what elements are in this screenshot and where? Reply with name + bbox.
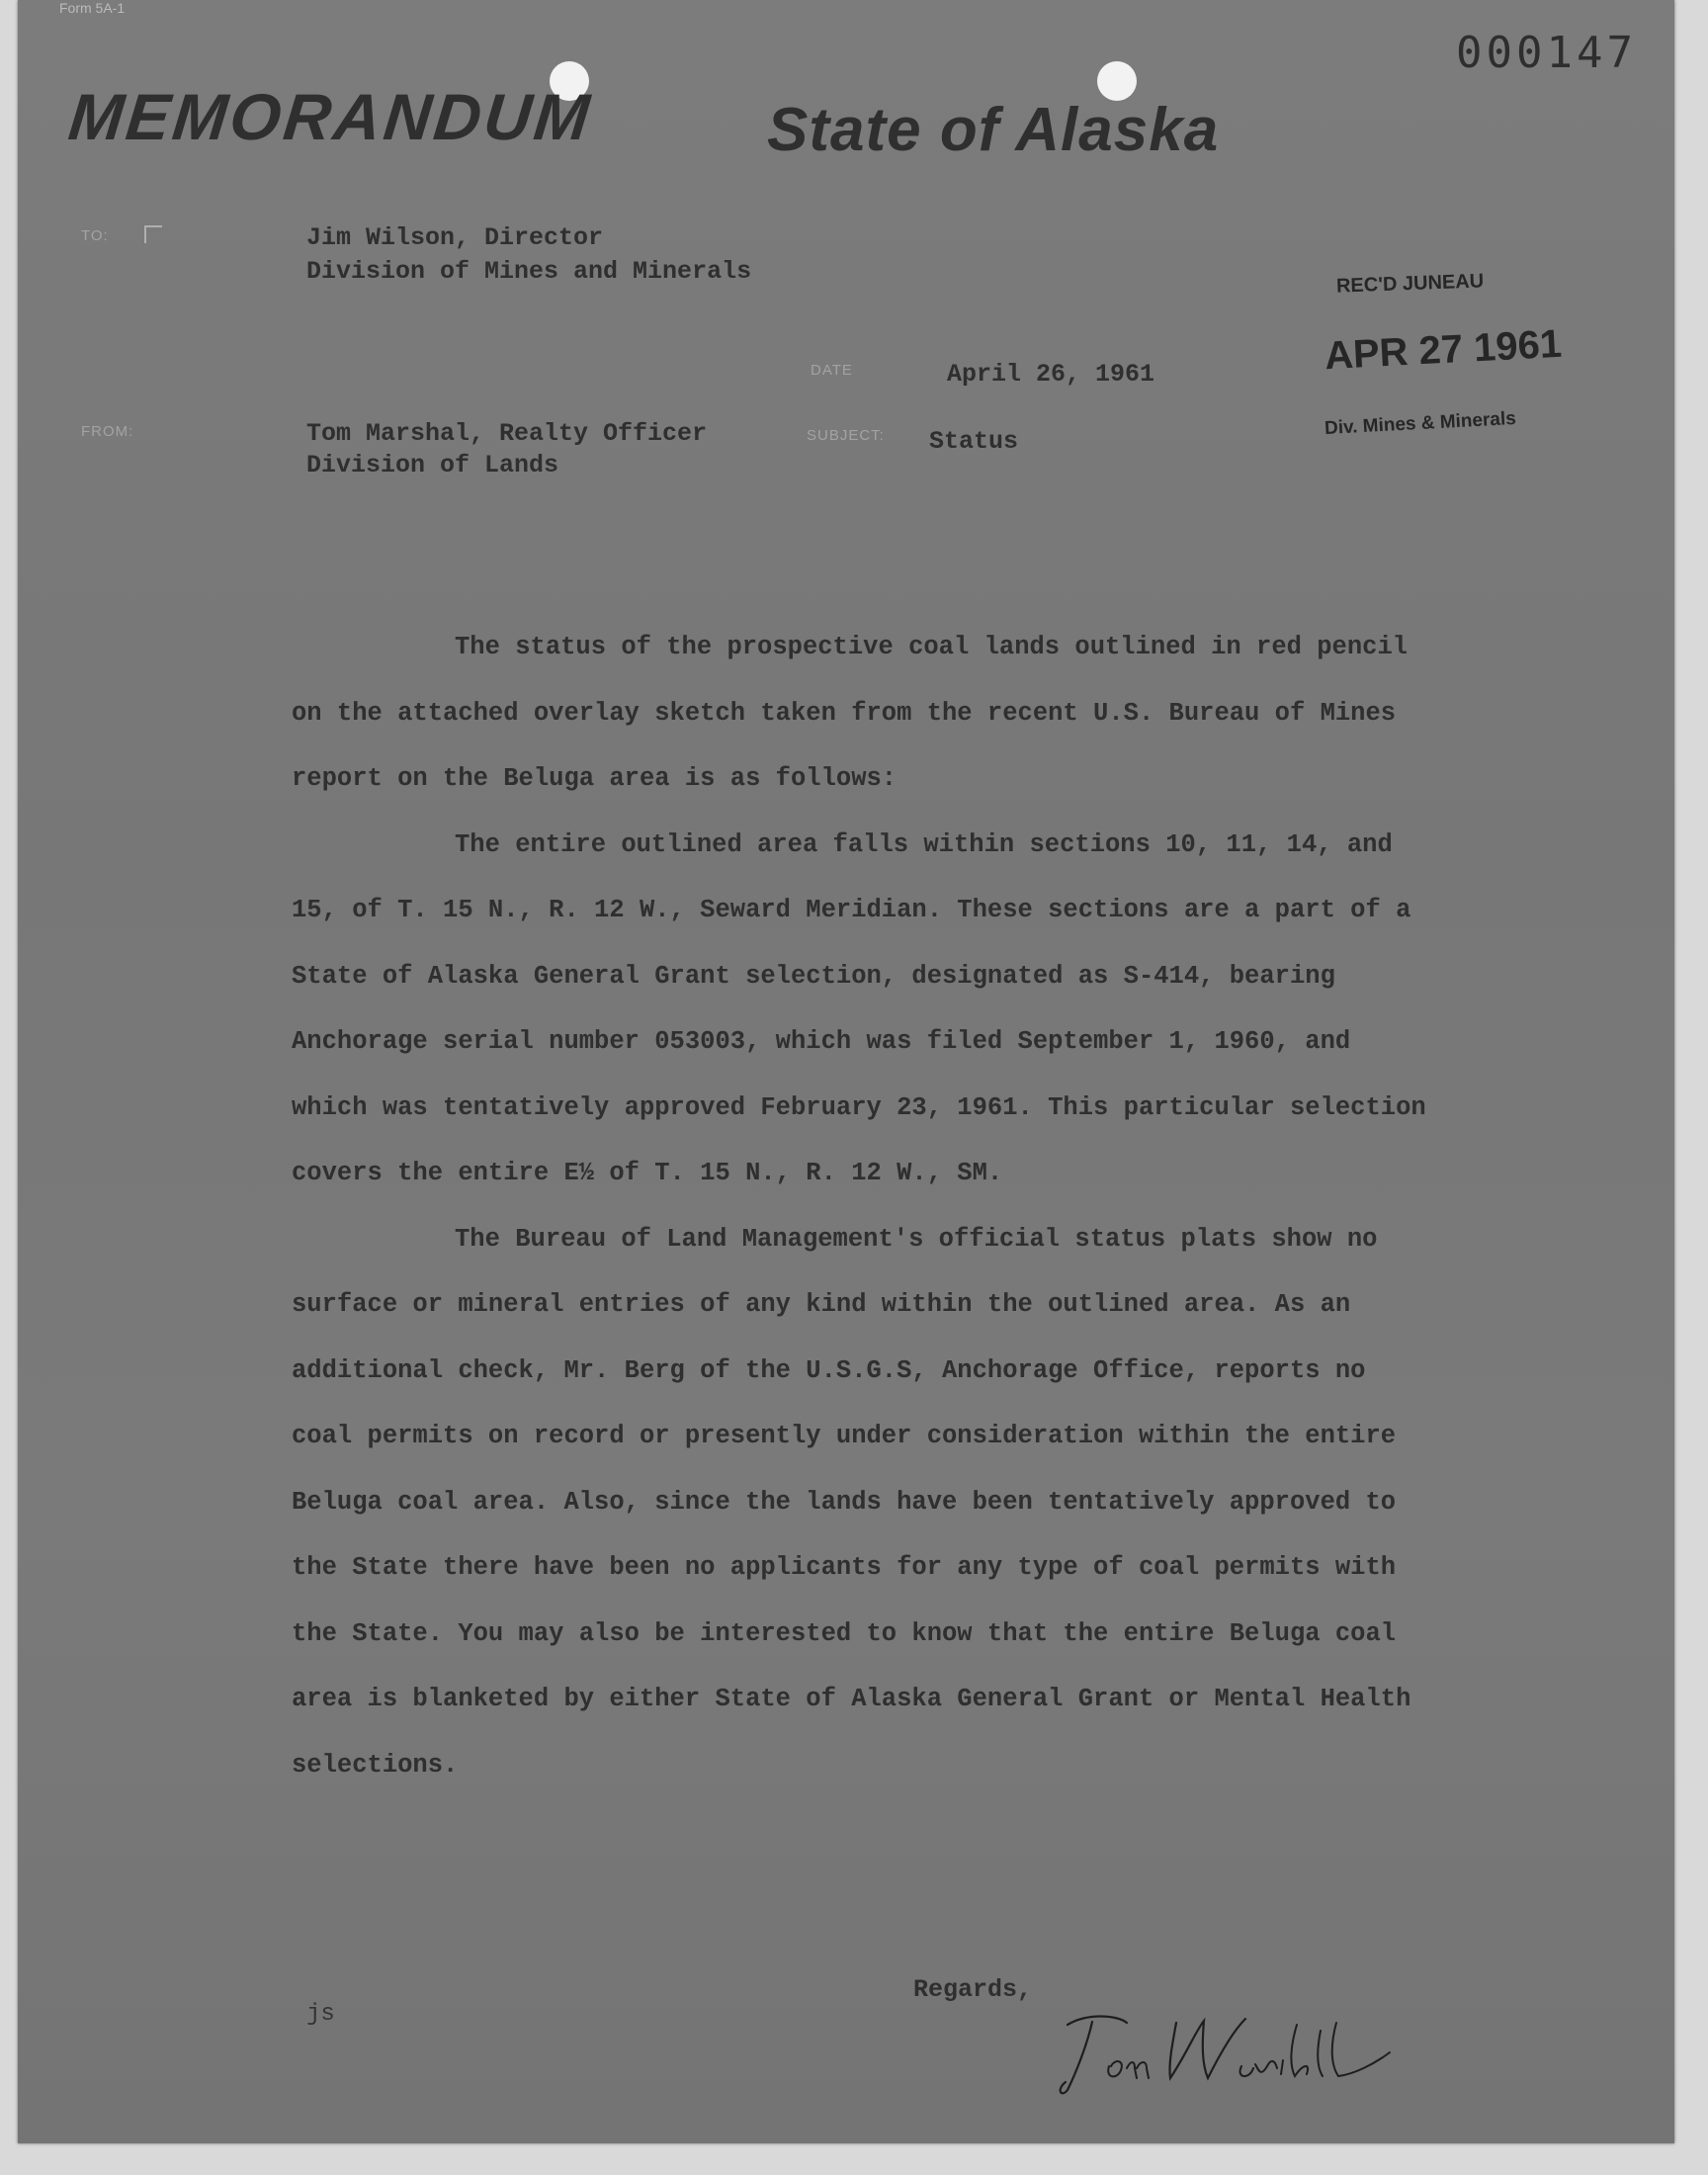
document-serial-number: 000147 bbox=[1456, 28, 1637, 78]
address-corner-mark bbox=[144, 225, 162, 243]
handwritten-signature bbox=[1048, 1995, 1404, 2104]
body-paragraph-3: The Bureau of Land Management's official status plats show no surface or mineral entries of any kind within the outlined area. As an additional check, Mr. Berg of the U.S.G.S, Anchorage Office, reports no coal permits on record or presently under consideration within the entire Beluga coal area. Also, since the lands have been tentatively approved to the State there have been no applicants for any type of coal permits with the State. You may also be interested to know that the entire Beluga coal area is blanketed by either State of Alaska General Grant or Mental Health selections. bbox=[292, 1224, 1411, 1780]
body-paragraph-2: The entire outlined area falls within sections 10, 11, 14, and 15, of T. 15 N., R. 12 W., Seward Meridian. These sections are a part of a State of Alaska General Grant selection, designated as S-414, bearing Anchorage serial number 053003, which was filed September 1, 1960, and which was tentatively approved February 23, 1961. This particular selection covers the entire E½ of T. 15 N., R. 12 W., SM. bbox=[292, 829, 1426, 1187]
memo-date: April 26, 1961 bbox=[947, 360, 1155, 389]
memo-subject: Status bbox=[929, 427, 1019, 456]
recipient-division: Division of Mines and Minerals bbox=[306, 257, 752, 286]
form-number: Form 5A-1 bbox=[59, 0, 126, 16]
memorandum-heading: MEMORANDUM bbox=[65, 80, 596, 153]
received-stamp-location: REC'D JUNEAU bbox=[1335, 270, 1485, 298]
from-label: FROM: bbox=[81, 423, 134, 440]
date-label: DATE bbox=[811, 362, 853, 379]
to-label: TO: bbox=[81, 227, 109, 244]
sender-name: Tom Marshal, Realty Officer bbox=[306, 419, 708, 448]
recipient-name: Jim Wilson, Director bbox=[306, 223, 604, 252]
memo-body bbox=[292, 615, 1428, 1798]
sender-division: Division of Lands bbox=[306, 451, 559, 479]
received-stamp-date: APR 27 1961 bbox=[1323, 321, 1564, 379]
state-heading: State of Alaska bbox=[767, 96, 1220, 164]
closing-regards: Regards, bbox=[913, 1975, 1033, 2004]
typist-initials: js bbox=[306, 2001, 335, 2028]
received-stamp-division: Div. Mines & Minerals bbox=[1324, 407, 1517, 440]
body-paragraph-1: The status of the prospective coal lands outlined in red pencil on the attached overlay sketch taken from the recent U.S. Bureau of Mines report on the Beluga area is as follows: bbox=[292, 633, 1409, 793]
subject-label: SUBJECT: bbox=[807, 427, 885, 444]
